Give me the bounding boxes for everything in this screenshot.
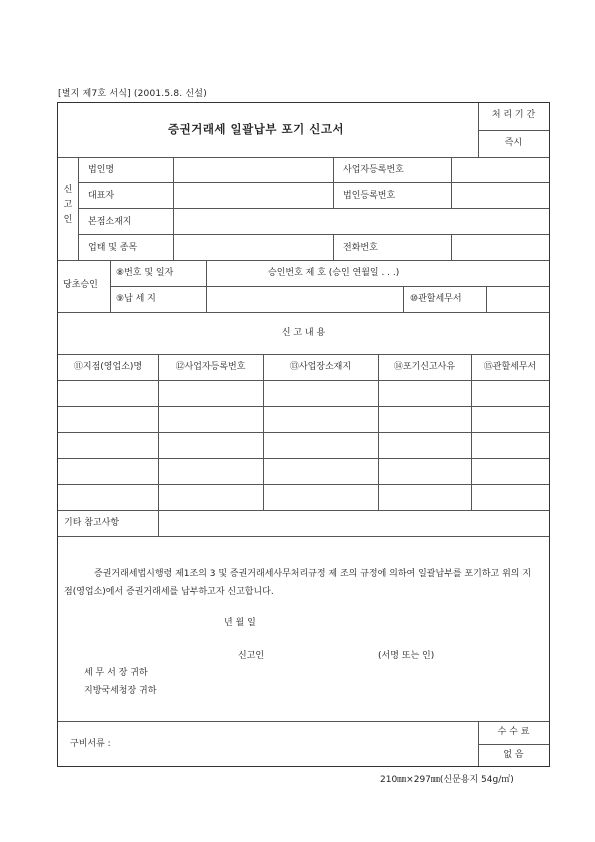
row-line (78, 234, 549, 235)
row-line (58, 260, 549, 261)
corp-name-label: 법인명 (88, 165, 115, 175)
col-tax-office: ⑮관할세무서 (483, 362, 537, 372)
col-biz-reg-no: ⑫사업자등록번호 (175, 362, 246, 372)
title-bottom-line (58, 157, 549, 158)
fee-value: 없 음 (503, 750, 524, 760)
date-line: 년 월 일 (224, 618, 256, 628)
processing-divider (478, 130, 549, 131)
col-line (451, 157, 452, 208)
biz-reg-no-label: 사업자등록번호 (343, 165, 404, 175)
col-line (110, 260, 111, 312)
applicant-label-char: 고 (63, 200, 73, 210)
col-line (378, 354, 379, 510)
business-type-label: 업태 및 종목 (88, 243, 138, 253)
recipient-regional-office: 지방국세청장 귀하 (84, 686, 157, 696)
phone-label: 전화번호 (343, 243, 378, 253)
other-notes-label: 기타 참고사항 (64, 518, 120, 528)
row-line (58, 536, 549, 537)
row-line (78, 182, 549, 183)
row-line (78, 208, 549, 209)
col-line (173, 157, 174, 183)
form-number-note: [별지 제7호 서식] (2001.5.8. 신설) (58, 89, 207, 99)
applicant-section-label (62, 183, 74, 228)
paper-size-note: 210㎜×297㎜(신문용지 54g/㎡) (380, 775, 514, 785)
col-line (206, 260, 207, 312)
signature-placeholder: (서명 또는 인) (378, 651, 435, 661)
row-line (58, 510, 549, 511)
approval-section-label: 당초승인 (63, 280, 98, 290)
col-reason: ⑭포기신고사유 (393, 362, 456, 372)
form-title: 증권거래세 일괄납부 포기 신고서 (168, 122, 345, 136)
col-location: ⑬사업장소재지 (289, 362, 352, 372)
fee-label: 수 수 료 (497, 727, 530, 737)
col-line (333, 234, 334, 260)
applicant-label-char: 인 (63, 215, 73, 225)
row-line (58, 312, 549, 313)
fee-divider (478, 744, 549, 745)
report-content-header: 신 고 내 용 (281, 328, 326, 338)
signer-label: 신고인 (238, 651, 265, 661)
row-line (58, 458, 549, 459)
statement-text: 증권거래세법시행령 제1조의 3 및 증권거래세사무처리규정 제 조의 규정에 의하여 일괄납부를 포기하고 위의 지점(영업소)에서 증권거래세를 납부하고자 신고합니다. (64, 569, 532, 597)
col-line (486, 286, 487, 312)
applicant-label-char: 신 (63, 185, 73, 195)
col-line (403, 286, 404, 312)
row-line (58, 406, 549, 407)
row-line (58, 432, 549, 433)
number-date-label: ⑧번호 및 일자 (116, 268, 174, 278)
col-line (173, 208, 174, 234)
col-line (333, 157, 334, 208)
col-line (471, 354, 472, 510)
corp-reg-no-label: 법인등록번호 (343, 191, 396, 201)
tax-office-label: ⑩관할세무서 (410, 294, 462, 304)
col-line (173, 182, 174, 208)
processing-value: 즉시 (504, 138, 523, 148)
col-line (173, 234, 174, 260)
representative-label: 대표자 (88, 191, 115, 201)
col-branch-name: ⑪지점(영업소)명 (73, 362, 143, 372)
processing-label: 처 리 기 간 (491, 110, 536, 120)
row-line (58, 721, 549, 722)
row-line (110, 286, 549, 287)
col-line (451, 234, 452, 260)
row-line (58, 380, 549, 381)
report-form (57, 102, 550, 767)
approval-number-text: 승인번호 제 호 (승인 연월일 . . .) (268, 268, 400, 278)
col-line (263, 354, 264, 510)
attachments-label: 구비서류 : (70, 739, 111, 749)
tax-place-label: ⑨납 세 지 (116, 294, 156, 304)
col-line (158, 354, 159, 536)
recipient-tax-office: 세 무 서 장 귀하 (84, 668, 148, 678)
applicant-label-divider (78, 157, 79, 260)
row-line (58, 484, 549, 485)
hq-address-label: 본점소재지 (88, 217, 132, 227)
row-line (58, 354, 549, 355)
